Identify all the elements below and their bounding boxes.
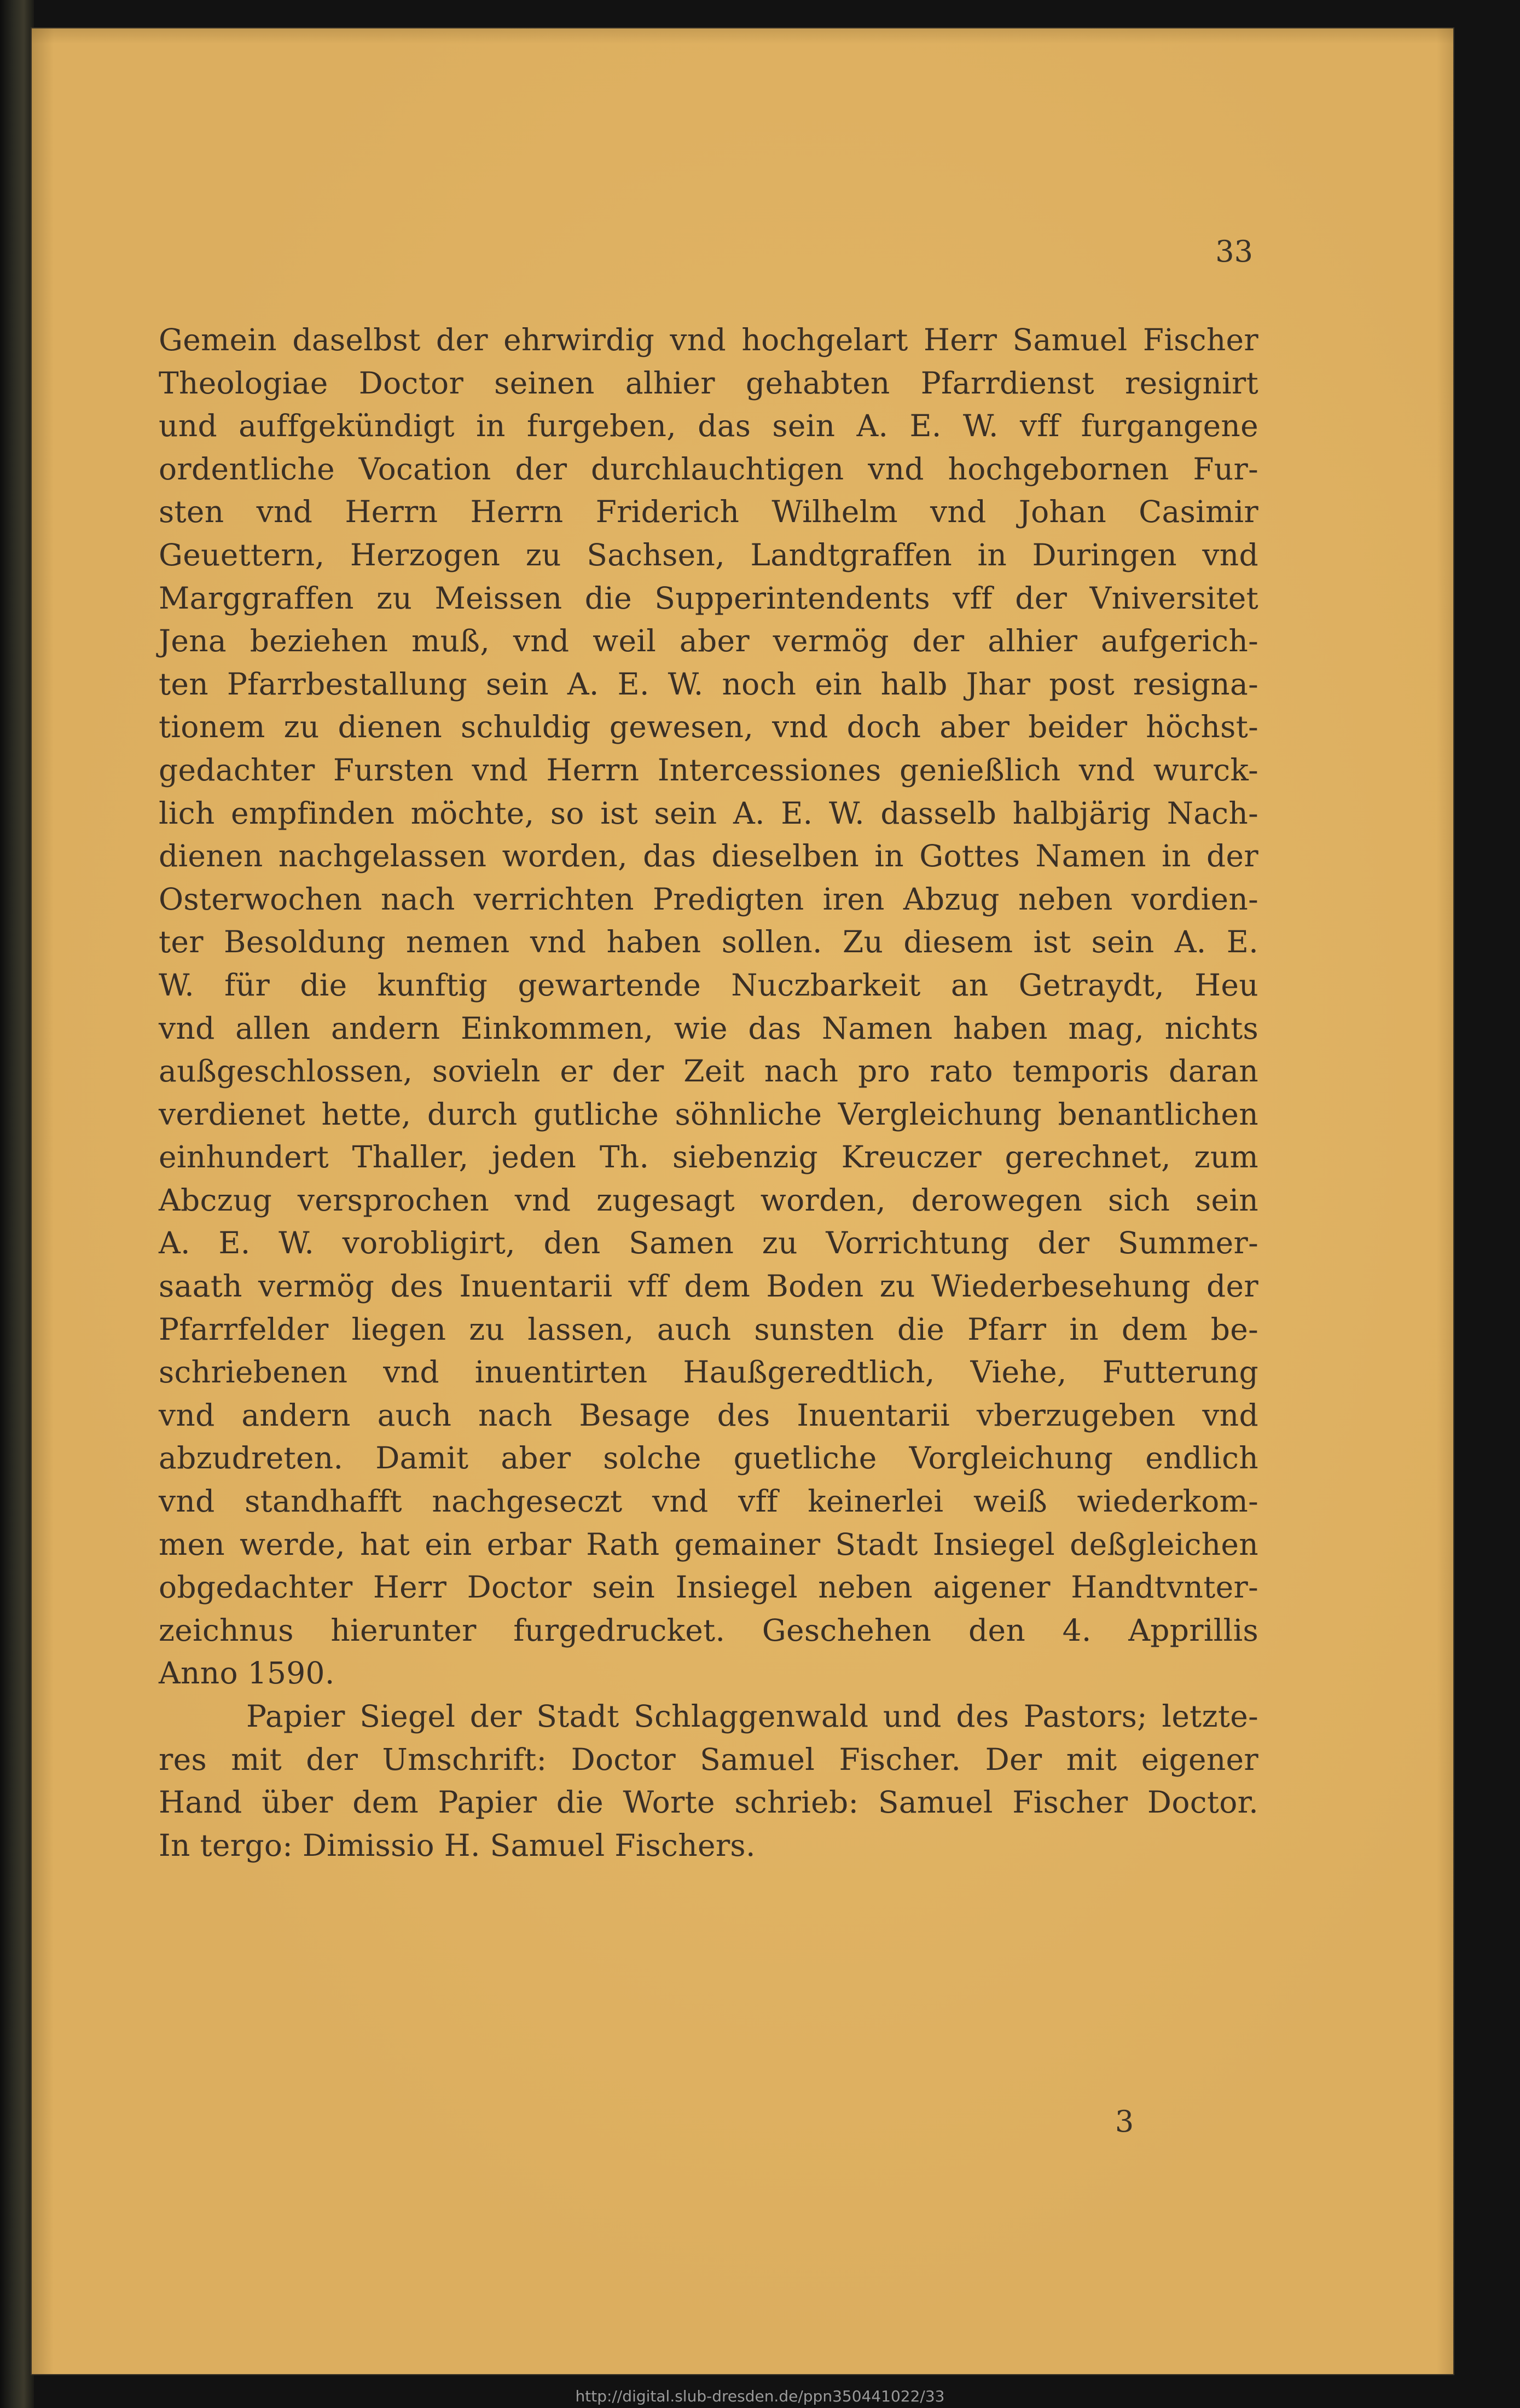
text-line: Papier Siegel der Stadt Schlaggenwald und des Pastors; letzte- [246, 1699, 1258, 1734]
text-line: außgeschlossen, sovieln er der Zeit nach pro rato temporis daran [159, 1054, 1258, 1089]
text-line: Anno 1590. [159, 1656, 335, 1691]
text-line: Abczug versprochen vnd zugesagt worden, derowegen sich sein [159, 1182, 1258, 1218]
text-line: sten vnd Herrn Herrn Friderich Wilhelm vnd Johan Casimir [159, 494, 1258, 530]
text-line: dienen nachgelassen worden, das dieselben in Gottes Namen in der [159, 838, 1258, 874]
page-number: 33 [1215, 234, 1253, 269]
text-line: Gemein daselbst der ehrwirdig vnd hochgelart Herr Samuel Fischer [159, 322, 1258, 357]
text-line: gedachter Fursten vnd Herrn Intercessiones genießlich vnd wurck- [159, 752, 1258, 788]
text-line: Marggraffen zu Meissen die Supperintendents vff der Vniversitet [159, 580, 1258, 616]
text-line: und auffgekündigt in furgeben, das sein A. E. W. vff furgangene [159, 408, 1258, 444]
digital-library-url[interactable]: http://digital.slub-dresden.de/ppn350441022/33 [575, 2387, 945, 2405]
book-spine-edge [0, 0, 34, 2408]
text-line: Hand über dem Papier die Worte schrieb: Samuel Fischer Doctor. [159, 1785, 1258, 1820]
text-line: verdienet hette, durch gutliche söhnliche Vergleichung benantlichen [159, 1096, 1258, 1132]
page-body-text [159, 319, 1258, 1867]
text-line: vnd allen andern Einkommen, wie das Namen haben mag, nichts [159, 1010, 1258, 1046]
text-line: men werde, hat ein erbar Rath gemainer Stadt Insiegel deßgleichen [159, 1526, 1258, 1562]
text-line: Theologiae Doctor seinen alhier gehabten Pfarrdienst resignirt [159, 365, 1258, 401]
text-line: Pfarrfelder liegen zu lassen, auch sunsten die Pfarr in dem be- [159, 1311, 1258, 1347]
text-line: vnd standhafft nachgeseczt vnd vff keinerlei weiß wiederkom- [159, 1484, 1258, 1519]
text-line: W. für die kunftig gewartende Nuczbarkeit an Getraydt, Heu [159, 967, 1258, 1003]
text-line: Jena beziehen muß, vnd weil aber vermög der alhier aufgerich- [159, 623, 1258, 659]
text-line: A. E. W. vorobligirt, den Samen zu Vorrichtung der Summer- [159, 1225, 1258, 1261]
text-line: Geuettern, Herzogen zu Sachsen, Landtgraffen in Duringen vnd [159, 537, 1258, 572]
text-line: tionem zu dienen schuldig gewesen, vnd doch aber beider höchst- [159, 709, 1258, 745]
text-line: ordentliche Vocation der durchlauchtigen vnd hochgebornen Fur- [159, 451, 1258, 487]
text-line: lich empfinden möchte, so ist sein A. E. W. dasselb halbjärig Nach- [159, 795, 1258, 831]
text-line: vnd andern auch nach Besage des Inuentarii vberzugeben vnd [159, 1397, 1258, 1433]
text-line: zeichnus hierunter furgedrucket. Geschehen den 4. Apprillis [159, 1612, 1258, 1648]
text-line: einhundert Thaller, jeden Th. siebenzig Kreuczer gerechnet, zum [159, 1139, 1258, 1175]
paragraph [159, 319, 1258, 1695]
text-line: res mit der Umschrift: Doctor Samuel Fischer. Der mit eigener [159, 1741, 1258, 1777]
text-line: In tergo: Dimissio H. Samuel Fischers. [159, 1827, 756, 1863]
text-line: saath vermög des Inuentarii vff dem Boden zu Wiederbesehung der [159, 1269, 1258, 1304]
paragraph [159, 1695, 1258, 1867]
printer-signature-mark: 3 [1115, 2104, 1134, 2139]
text-line: schriebenen vnd inuentirten Haußgeredtlich, Viehe, Futterung [159, 1354, 1258, 1390]
text-line: Osterwochen nach verrichten Predigten iren Abzug neben vordien- [159, 881, 1258, 917]
text-line: ten Pfarrbestallung sein A. E. W. noch ein halb Jhar post resigna- [159, 666, 1258, 702]
text-line: ter Besoldung nemen vnd haben sollen. Zu diesem ist sein A. E. [159, 924, 1258, 960]
text-line: abzudreten. Damit aber solche guetliche Vorgleichung endlich [159, 1440, 1258, 1476]
text-line: obgedachter Herr Doctor sein Insiegel neben aigener Handtvnter- [159, 1570, 1258, 1605]
